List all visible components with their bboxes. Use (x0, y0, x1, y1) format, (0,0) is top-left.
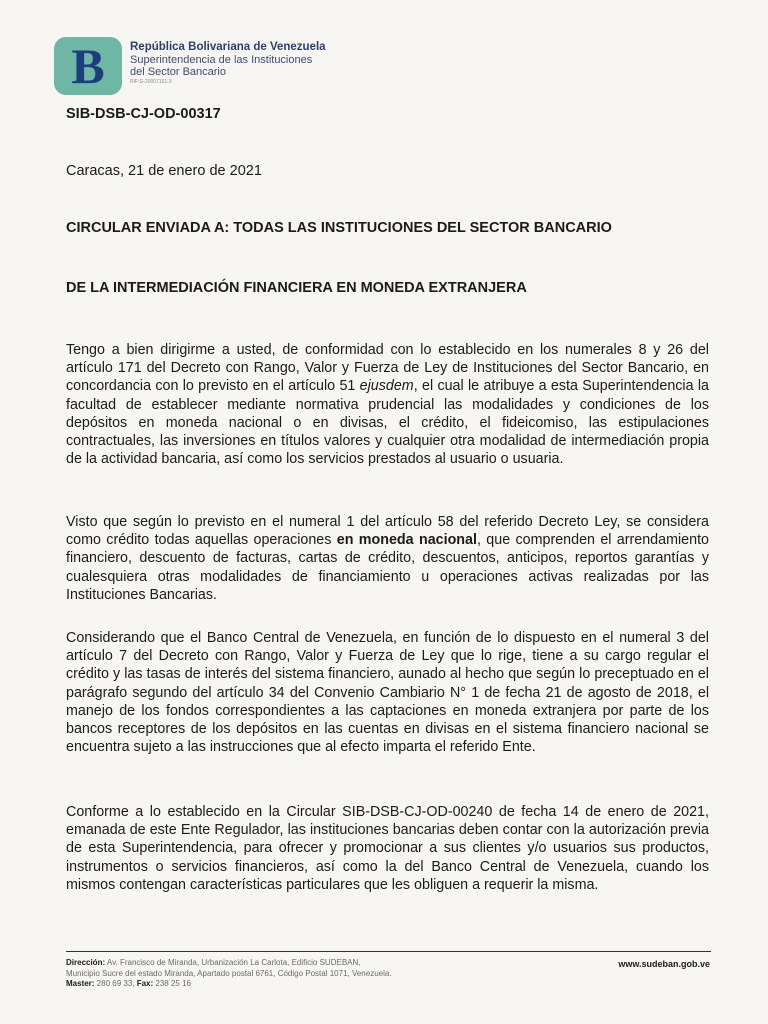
circular-subject-heading: DE LA INTERMEDIACIÓN FINANCIERA EN MONEDA EXTRANJERA (66, 280, 527, 296)
sudeban-logo (54, 37, 122, 95)
website-link[interactable]: www.sudeban.gob.ve (618, 959, 710, 969)
logo-letter: B (71, 38, 105, 94)
institution-line-2: Superintendencia de las Instituciones (130, 54, 313, 66)
paragraph-1: Tengo a bien dirigirme a usted, de conformidad con lo establecido en los numerales 8 y 26 del artículo 171 del Decreto con Rango, Valor y Fuerza de Ley de Instituciones del Sector Bancario, en concordancia con lo previsto en el artículo 51 ejusdem, el cual le atribuye a esta Superintendencia la facultad de establecer mediante normativa prudencial las modalidades y condiciones de los depósitos en moneda nacional o en divisas, el crédito, el fideicomiso, las estipulaciones contractuales, las inversiones en títulos valores y cualquier otra modalidad de intermediación propia de la actividad bancaria, así como los servicios prestados al usuario o usuaria. (66, 342, 709, 468)
ejusdem-term: ejusdem (359, 378, 414, 395)
document-date: Caracas, 21 de enero de 2021 (66, 163, 262, 179)
footer-divider (66, 951, 711, 952)
footer-address: Dirección: Av. Francisco de Miranda, Urbanización La Carlota, Edificio SUDEBAN, Municipio Sucre del estado Miranda, Apartado postal 6761, Código Postal 1071, Venezuela. Master: 280 69 33, Fax: 238 25 16 (66, 958, 392, 988)
paragraph-2: Visto que según lo previsto en el numeral 1 del artículo 58 del referido Decreto Ley, se considera como crédito todas aquellas operaciones en moneda nacional, que comprenden el arrendamiento financiero, descuento de facturas, cartas de crédito, descuentos, anticipos, reportos garantías y cualesquiera otras modalidades de financiamiento u operaciones activas realizadas por las Instituciones Bancarias. (66, 514, 709, 603)
institution-name (130, 41, 390, 85)
paragraph-4: Conforme a lo establecido en la Circular SIB-DSB-CJ-OD-00240 de fecha 14 de enero de 2021, emanada de este Ente Regulador, las instituciones bancarias deben contar con la autorización previa de esta Superintendencia, para ofrecer y promocionar a sus clientes y/o usuarios sus productos, instrumentos o servicios financieros, así como la del Banco Central de Venezuela, cuando los mismos contengan características particulares que les obliguen a requerir la misma. (66, 804, 709, 893)
letterhead (54, 35, 354, 97)
document-reference: SIB-DSB-CJ-OD-00317 (66, 106, 221, 122)
institution-line-1: República Bolivariana de Venezuela (130, 41, 326, 53)
rif-number: RIF:G-20007161-3 (130, 79, 172, 85)
institution-line-3: del Sector Bancario (130, 66, 226, 78)
paragraph-3: Considerando que el Banco Central de Venezuela, en función de lo dispuesto en el numeral 3 del artículo 7 del Decreto con Rango, Valor y Fuerza de Ley que lo rige, tiene a su cargo regular el crédito y las tasas de interés del sistema financiero, aunado al hecho que según lo preceptuado en el parágrafo segundo del artículo 34 del Convenio Cambiario N° 1 de fecha 21 de agosto de 2018, el manejo de los fondos correspondientes a las captaciones en moneda extranjera por parte de los bancos receptores de los depósitos en las cuentas en divisas en el sistema financiero nacional se encuentra sujeto a las instrucciones que al efecto imparta el referido Ente. (66, 630, 709, 756)
circular-recipients-heading: CIRCULAR ENVIADA A: TODAS LAS INSTITUCIONES DEL SECTOR BANCARIO (66, 220, 612, 236)
moneda-nacional-emphasis: en moneda nacional (336, 532, 477, 549)
